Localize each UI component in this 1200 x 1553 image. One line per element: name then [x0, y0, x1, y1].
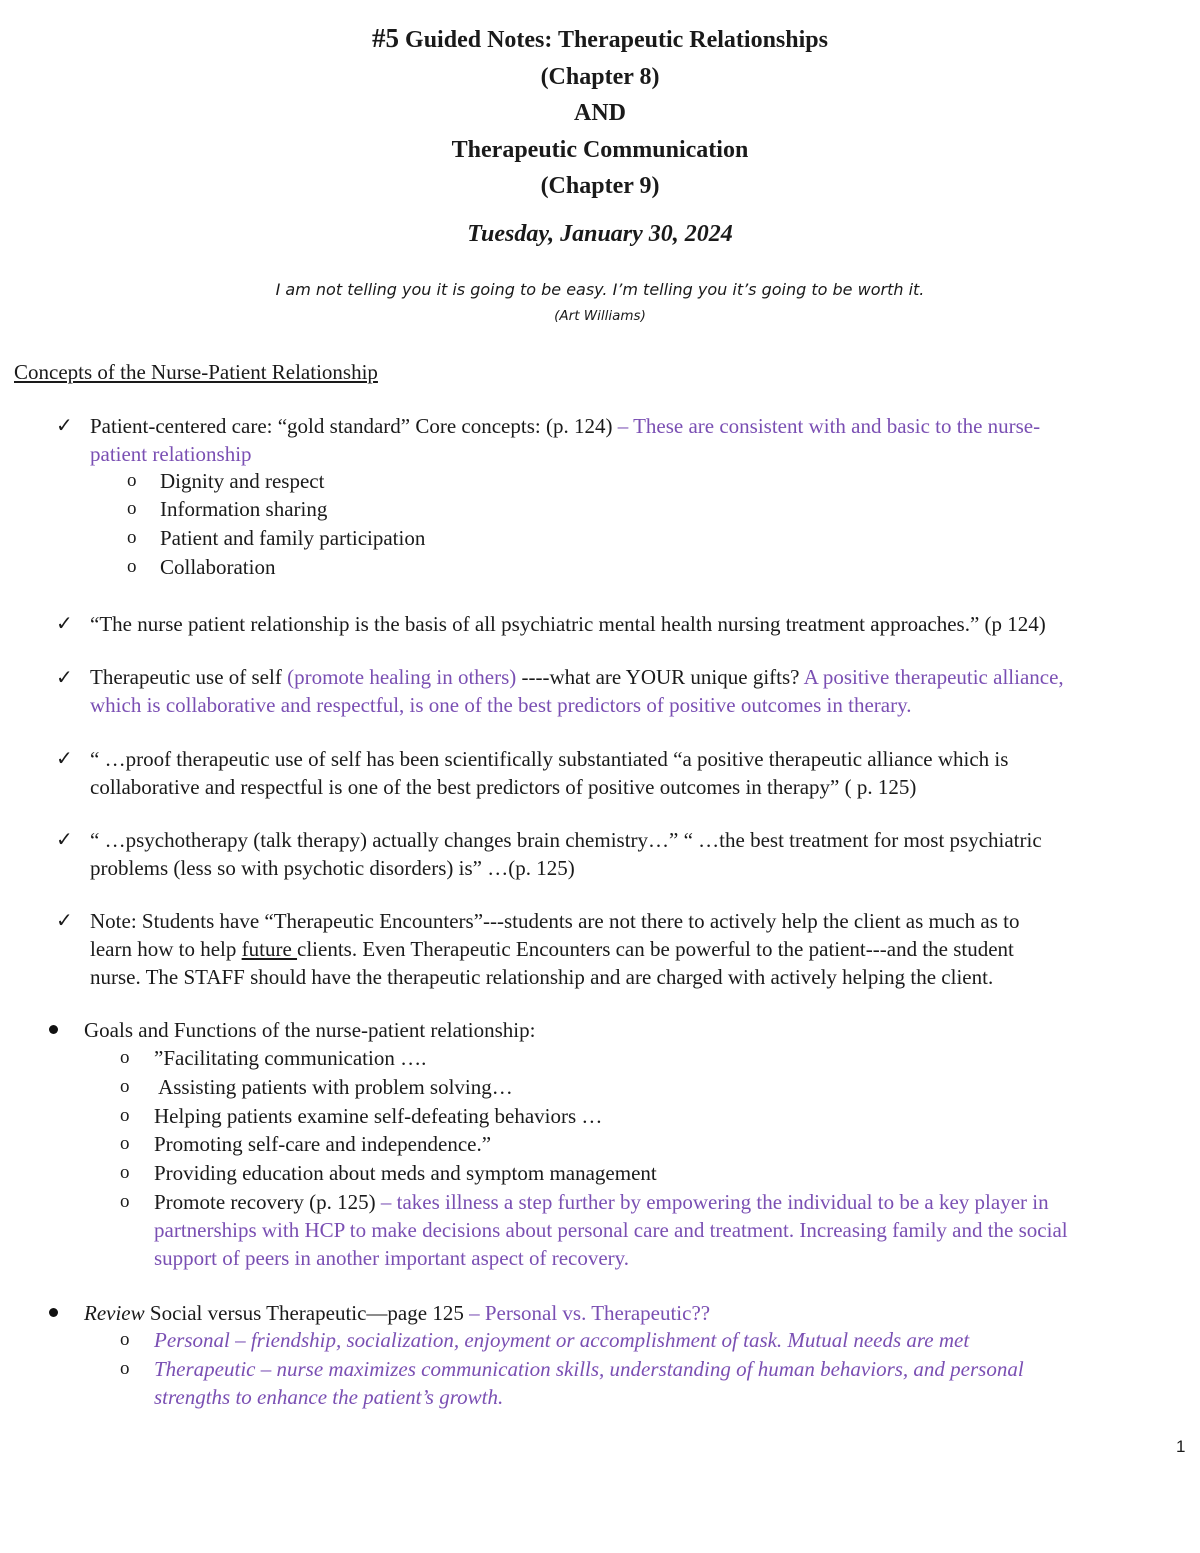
circle-bullet-icon: o	[127, 470, 137, 491]
circle-bullet-icon: o	[120, 1162, 130, 1183]
title-line-5: (Chapter 9)	[540, 173, 660, 199]
circle-bullet-icon: o	[120, 1133, 130, 1154]
check-item-5	[90, 826, 1190, 882]
document-date: Tuesday, January 30, 2024	[467, 221, 733, 247]
sub-item-dignity: Dignity and respect	[160, 469, 325, 493]
review-personal: Personal – friendship, socialization, enjoyment or accomplishment of task. Mutual needs are met	[154, 1328, 970, 1352]
recovery-note-line-3: support of peers in another important aspect of recovery.	[154, 1246, 630, 1270]
check-item-6	[90, 907, 1190, 991]
circle-bullet-icon: o	[127, 556, 137, 577]
check-item-1-text: Patient-centered care: “gold standard” Core concepts: (p. 124)	[90, 414, 618, 438]
checkmark-icon: ✓	[56, 908, 73, 932]
check-item-4-line-1: “ …proof therapeutic use of self has been scientifically substantiated “a positive therapeutic alliance which is	[90, 747, 1009, 771]
check-item-6-line-2b: clients. Even Therapeutic Encounters can be powerful to the patient---and the student	[297, 937, 1014, 961]
quote-author: (Art Williams)	[554, 308, 646, 324]
title-line-2: (Chapter 8)	[540, 63, 660, 90]
goal-item-1: ”Facilitating communication ….	[154, 1046, 427, 1070]
sub-item-information: Information sharing	[160, 497, 328, 521]
document-title	[0, 20, 1200, 205]
check-item-2: “The nurse patient relationship is the basis of all psychiatric mental health nursing treatment approaches.” (p 124)	[90, 612, 1046, 636]
review-therapeutic	[154, 1355, 1194, 1411]
circle-bullet-icon: o	[120, 1329, 130, 1350]
circle-bullet-icon: o	[120, 1047, 130, 1068]
circle-bullet-icon: o	[120, 1076, 130, 1097]
title-line-3: AND	[574, 100, 626, 126]
check-item-6-line-1: Note: Students have “Therapeutic Encounters”---students are not there to actively help the client as much as to	[90, 909, 1020, 933]
recovery-note-line-2: partnerships with HCP to make decisions about personal care and treatment. Increasing family and the social	[154, 1218, 1068, 1242]
bullet-icon	[49, 1025, 58, 1034]
check-item-3-text: Therapeutic use of self	[90, 665, 288, 689]
check-item-6-line-3: nurse. The STAFF should have the therapeutic relationship and are charged with actively helping the client.	[90, 965, 994, 989]
checkmark-icon: ✓	[56, 611, 73, 635]
check-item-5-line-2: problems (less so with psychotic disorders) is” …(p. 125)	[90, 856, 575, 880]
review-therapeutic-line-1: Therapeutic – nurse maximizes communication skills, understanding of human behaviors, and personal	[154, 1357, 1024, 1381]
review-text: Social versus Therapeutic—page 125	[144, 1301, 470, 1325]
checkmark-icon: ✓	[56, 746, 73, 770]
check-item-3-alliance-cont: which is collaborative and respectful, is one of the best predictors of positive outcomes in therary.	[90, 693, 912, 717]
circle-bullet-icon: o	[120, 1105, 130, 1126]
goal-item-3: Helping patients examine self-defeating behaviors …	[154, 1104, 603, 1128]
page-number: 1	[1176, 1437, 1186, 1456]
check-item-5-line-1: “ …psychotherapy (talk therapy) actually changes brain chemistry…” “ …the best treatment for most psychiatric	[90, 828, 1042, 852]
review-item	[84, 1299, 710, 1327]
circle-bullet-icon: o	[127, 498, 137, 519]
sub-item-collaboration: Collaboration	[160, 555, 276, 579]
check-item-6-underlined: future	[241, 937, 298, 961]
check-item-3-note: (promote healing in others)	[287, 665, 522, 689]
title-line-4: Therapeutic Communication	[451, 136, 749, 163]
check-item-3-alliance: A positive therapeutic alliance,	[803, 665, 1064, 689]
checkmark-icon: ✓	[56, 827, 73, 851]
check-item-4-line-2: collaborative and respectful is one of the best predictors of positive outcomes in therapy” ( p. 125)	[90, 775, 917, 799]
section-heading: Concepts of the Nurse-Patient Relationship	[14, 360, 378, 384]
goal-item-4: Promoting self-care and independence.”	[154, 1132, 492, 1156]
bullet-icon	[49, 1308, 58, 1317]
review-therapeutic-line-2: strengths to enhance the patient’s growth.	[154, 1385, 504, 1409]
circle-bullet-icon: o	[120, 1358, 130, 1379]
checkmark-icon: ✓	[56, 665, 73, 689]
title-number: #5	[372, 23, 400, 53]
check-item-1-note: – These are consistent with and basic to the nurse-	[617, 414, 1041, 438]
recovery-text: Promote recovery (p. 125)	[154, 1190, 381, 1214]
goals-title: Goals and Functions of the nurse-patient relationship:	[84, 1018, 536, 1042]
quote-text: I am not telling you it is going to be easy. I’m telling you it’s going to be worth it.	[275, 280, 925, 299]
recovery-note: – takes illness a step further by empowering the individual to be a key player in	[380, 1190, 1049, 1214]
goal-item-5: Providing education about meds and symptom management	[154, 1161, 657, 1185]
goal-item-recovery	[154, 1188, 1194, 1272]
review-label: Review	[84, 1301, 145, 1325]
check-item-1	[90, 412, 1190, 468]
review-note: – Personal vs. Therapeutic??	[469, 1301, 711, 1325]
check-item-3	[90, 663, 1195, 719]
check-item-3-question: ----what are YOUR unique gifts?	[521, 665, 804, 689]
circle-bullet-icon: o	[127, 527, 137, 548]
sub-item-participation: Patient and family participation	[160, 526, 426, 550]
goal-item-2: Assisting patients with problem solving…	[154, 1075, 513, 1099]
check-item-6-line-2a: learn how to help	[90, 937, 242, 961]
checkmark-icon: ✓	[56, 413, 73, 437]
title-line-1: Guided Notes: Therapeutic Relationships	[399, 27, 828, 53]
check-item-4	[90, 745, 1190, 801]
circle-bullet-icon: o	[120, 1191, 130, 1212]
check-item-1-note-cont: patient relationship	[90, 442, 252, 466]
